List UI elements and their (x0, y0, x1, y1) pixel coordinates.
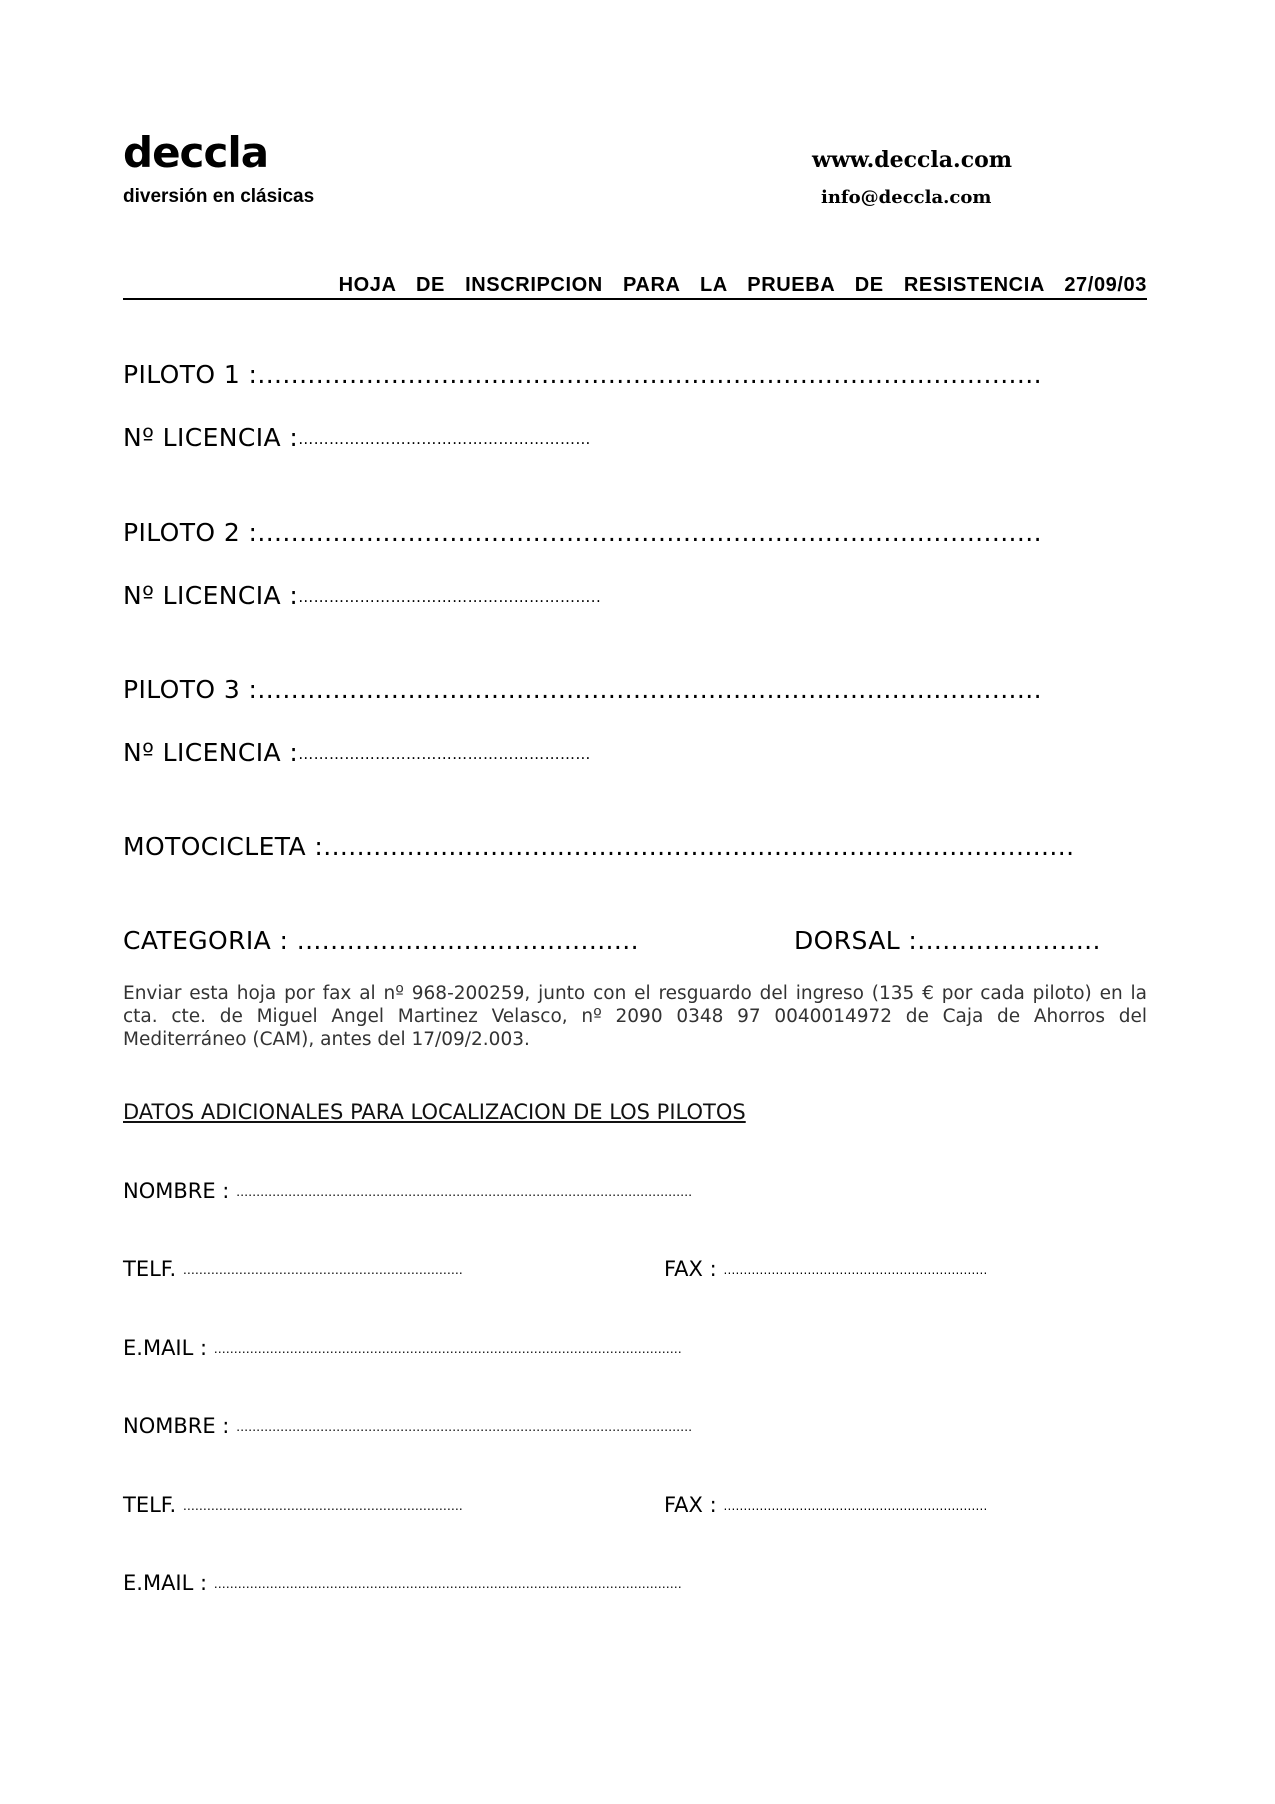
contact-2-fax-field[interactable] (664, 1493, 987, 1517)
license-2-label: Nº LICENCIA : (123, 581, 299, 610)
motorcycle-label: MOTOCICLETA : (123, 832, 324, 861)
contact-1-email-field[interactable] (123, 1336, 682, 1360)
license-3-label: Nº LICENCIA : (123, 738, 299, 767)
contact-1-name-field[interactable] (123, 1179, 692, 1203)
contact-2-name-label: NOMBRE : (123, 1414, 230, 1438)
contact-1-fax-field[interactable] (664, 1257, 987, 1281)
license-1-dots: ………………………………………………… (298, 430, 591, 448)
motorcycle-dots: .......................................................................................... (323, 832, 1075, 861)
dorsal-label: DORSAL : (794, 926, 918, 955)
category-label: CATEGORIA : (123, 926, 289, 955)
contact-1-phone-field[interactable] (123, 1257, 463, 1281)
contact-2-phone-label: TELF. (123, 1493, 177, 1517)
form-title-text: HOJA DE INSCRIPCION PARA LA PRUEBA DE RESISTENCIA 27/09/03 (338, 274, 1147, 296)
pilot-3-dots: .............................................................................................. (257, 675, 1042, 704)
pilot-3-field[interactable] (123, 675, 1042, 704)
license-2-field[interactable] (123, 581, 601, 610)
contact-1-email-dots: ……………………………………………………………………………………………………… (213, 1342, 682, 1356)
email-link[interactable]: info@deccla.com (821, 187, 992, 208)
payment-instructions: Enviar esta hoja por fax al nº 968-200259, junto con el resguardo del ingreso (135 € por cada piloto) en la cta. cte. de Miguel Angel Martinez Velasco, nº 2090 0348 97 0040014972 de Caja de Ahorros del Mediterráneo (CAM), antes del 17/09/2.003. (123, 983, 1147, 1050)
contact-2-name-field[interactable] (123, 1414, 692, 1438)
brand-logo: deccla (123, 128, 269, 177)
contact-1-phone-dots: ……………………………………………………………. (182, 1263, 463, 1277)
license-3-field[interactable] (123, 738, 591, 767)
additional-data-heading: DATOS ADICIONALES PARA LOCALIZACION DE LOS PILOTOS (123, 1100, 746, 1124)
contact-2-email-dots: ……………………………………………………………………………………………………… (213, 1577, 682, 1591)
category-dots: ......................................... (296, 926, 639, 955)
license-1-label: Nº LICENCIA : (123, 423, 299, 452)
website-link[interactable]: www.deccla.com (812, 147, 1013, 173)
contact-1-fax-label: FAX : (664, 1257, 717, 1281)
pilot-2-label: PILOTO 2 : (123, 518, 258, 547)
license-2-dots: ………………………………………………….. (298, 588, 602, 606)
pilot-2-dots: .............................................................................................. (257, 518, 1042, 547)
pilot-2-field[interactable] (123, 518, 1042, 547)
contact-2-fax-dots: ………………………………………………………… (723, 1499, 988, 1513)
contact-2-email-field[interactable] (123, 1571, 682, 1595)
category-field[interactable] (123, 926, 639, 955)
license-1-field[interactable] (123, 423, 591, 452)
license-3-dots: ………………………………………………… (298, 745, 591, 763)
contact-2-name-dots: …………………………………………………………………………………………………… (236, 1420, 693, 1434)
dorsal-dots: ...................... (917, 926, 1101, 955)
form-title (123, 272, 1147, 300)
pilot-3-label: PILOTO 3 : (123, 675, 258, 704)
contact-1-name-dots: …………………………………………………………………………………………………… (236, 1185, 693, 1199)
contact-2-email-label: E.MAIL : (123, 1571, 208, 1595)
contact-1-fax-dots: ………………………………………………………… (723, 1263, 988, 1277)
pilot-1-label: PILOTO 1 : (123, 360, 258, 389)
brand-tagline: diversión en clásicas (123, 186, 315, 207)
dorsal-field[interactable] (794, 926, 1101, 955)
contact-1-name-label: NOMBRE : (123, 1179, 230, 1203)
pilot-1-dots: .............................................................................................. (257, 360, 1042, 389)
contact-2-fax-label: FAX : (664, 1493, 717, 1517)
contact-2-phone-field[interactable] (123, 1493, 463, 1517)
contact-1-phone-label: TELF. (123, 1257, 177, 1281)
motorcycle-field[interactable] (123, 832, 1074, 861)
contact-1-email-label: E.MAIL : (123, 1336, 208, 1360)
pilot-1-field[interactable] (123, 360, 1042, 389)
contact-2-phone-dots: ……………………………………………………………. (182, 1499, 463, 1513)
